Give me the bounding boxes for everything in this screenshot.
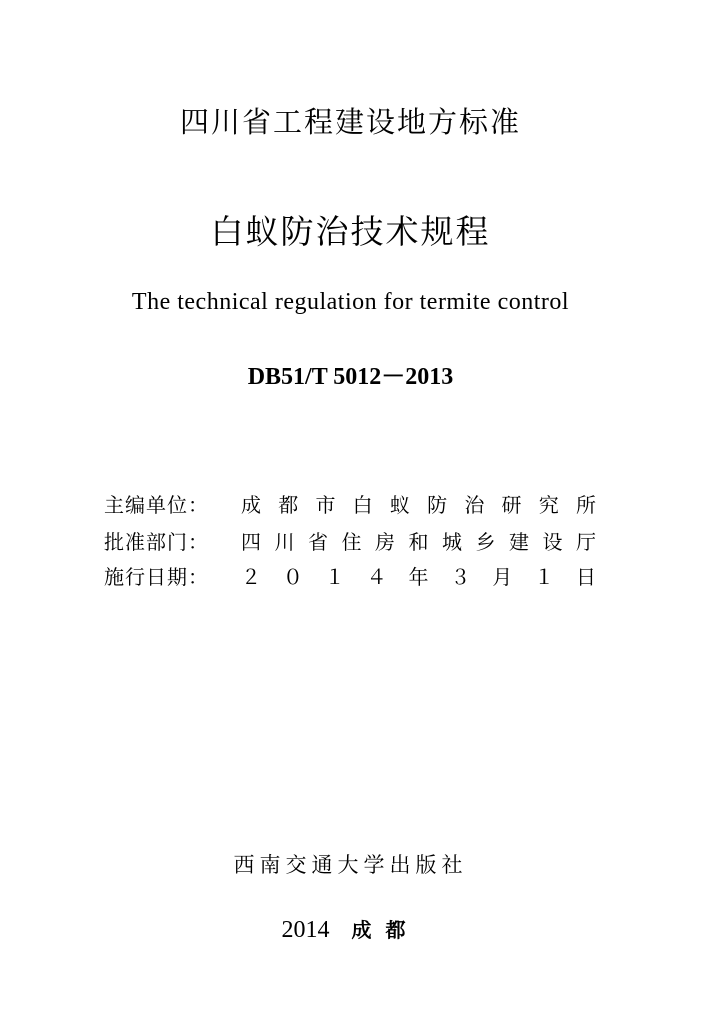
value-char: 治 <box>464 493 485 517</box>
value-char: 都 <box>278 493 299 517</box>
approver-value <box>241 526 596 555</box>
value-char: ０ <box>282 565 303 589</box>
value-char: 四 <box>241 530 261 554</box>
value-char: 设 <box>542 530 563 554</box>
series-title: 四川省工程建设地方标准 <box>179 105 521 139</box>
value-char: ２ <box>241 565 261 589</box>
publication-city: 成都 <box>351 918 420 942</box>
value-char: 市 <box>315 493 336 517</box>
value-char: 防 <box>427 493 448 517</box>
value-char: 建 <box>509 530 529 554</box>
effective-date-value <box>241 561 596 590</box>
value-char: 城 <box>442 530 462 554</box>
value-char: 研 <box>501 493 522 517</box>
value-char: 厅 <box>576 530 596 554</box>
value-char: 年 <box>408 565 429 589</box>
imprint-line <box>0 914 701 944</box>
value-char: 所 <box>575 493 596 517</box>
editor-row <box>104 489 604 517</box>
effective-date-label: 施行日期： <box>104 565 209 589</box>
value-char: 房 <box>375 530 395 554</box>
value-char: １ <box>534 565 555 589</box>
value-char: 成 <box>241 493 261 517</box>
value-char: 住 <box>341 530 362 554</box>
approver-label: 批准部门： <box>104 530 209 554</box>
value-char: 蚁 <box>389 493 410 517</box>
value-char: 白 <box>352 493 373 517</box>
value-char: 乡 <box>475 530 496 554</box>
editor-value <box>241 489 596 518</box>
value-char: 月 <box>492 565 513 589</box>
value-char: １ <box>324 565 345 589</box>
value-char: 和 <box>408 530 429 554</box>
value-char: 川 <box>274 530 295 554</box>
value-char: ４ <box>366 565 387 589</box>
value-char: 省 <box>308 530 328 554</box>
effective-date-row <box>104 561 604 589</box>
approver-row <box>104 526 604 554</box>
publisher-name: 西南交通大学出版社 <box>233 853 468 877</box>
standard-code: DB51/T 5012－2013 <box>247 364 454 390</box>
document-title-english: The technical regulation for termite control <box>131 289 570 315</box>
value-char: 究 <box>538 493 559 517</box>
editor-label: 主编单位： <box>104 493 209 517</box>
value-char: 日 <box>576 565 596 589</box>
value-char: ３ <box>450 565 471 589</box>
publication-year: 2014 <box>281 917 330 943</box>
document-title-chinese: 白蚁防治技术规程 <box>210 212 491 251</box>
